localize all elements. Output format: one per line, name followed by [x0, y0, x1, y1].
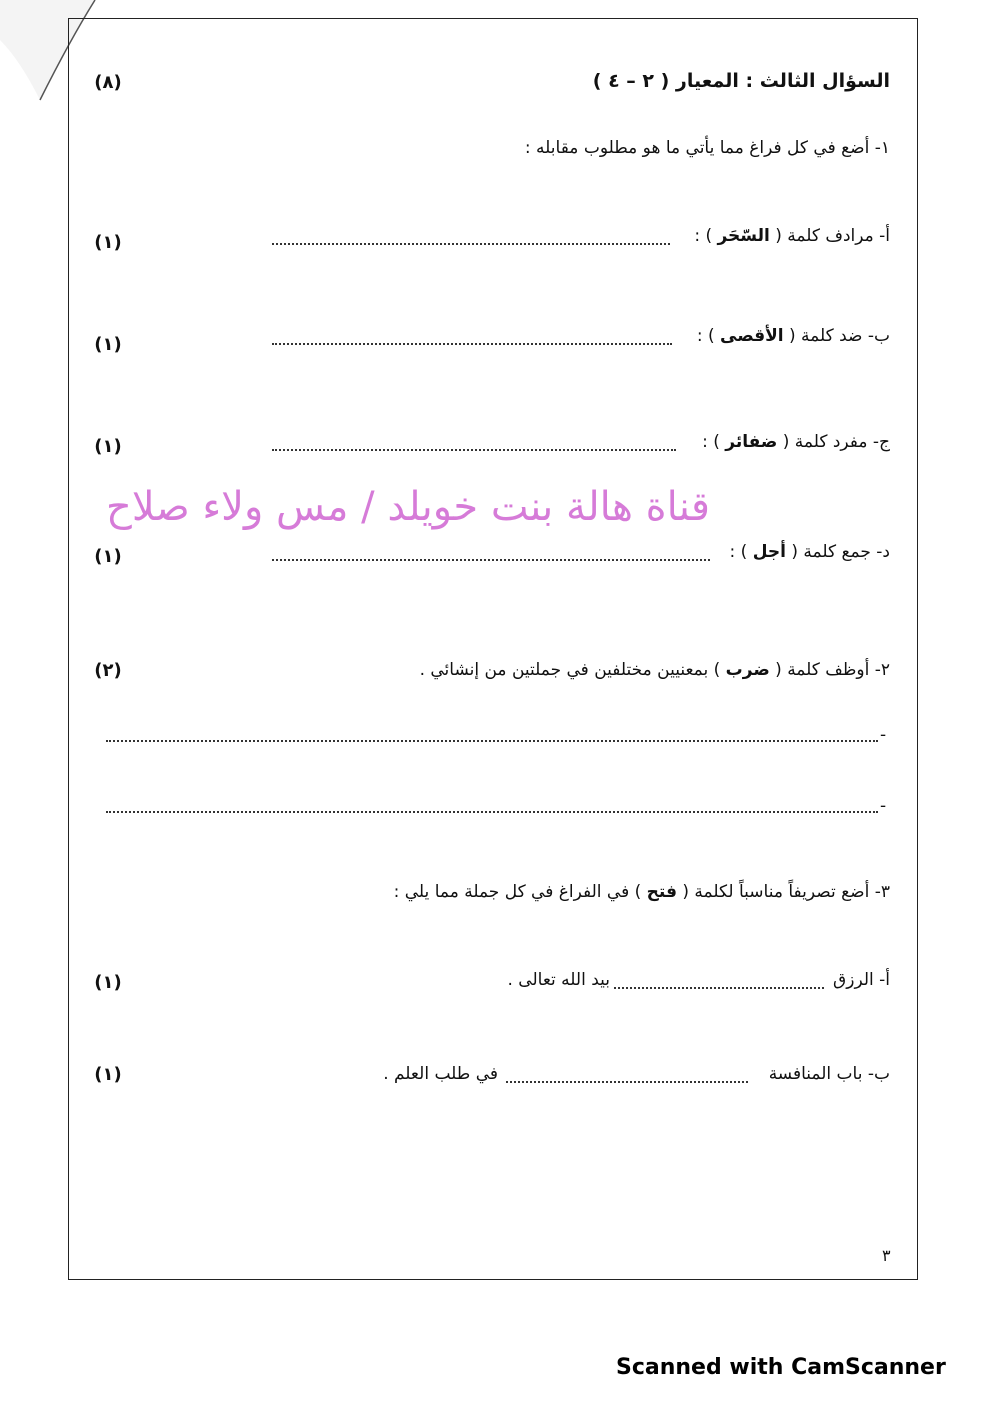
q1-item-c-post: ) :: [702, 432, 726, 452]
q1-item-d-mark: (١): [94, 546, 122, 567]
q1-item-c: [702, 432, 890, 452]
q3-prompt-pre: ٣- أضع تصريفاً مناسباً لكلمة (: [676, 882, 890, 902]
q1-prompt: ١- أضع في كل فراغ مما يأتي ما هو مطلوب مقابله :: [524, 138, 890, 158]
q2-prompt: [420, 660, 890, 680]
q1-item-b-word: الأقصى: [720, 326, 784, 346]
scanner-footer: Scanned with CamScanner: [616, 1355, 946, 1380]
q1-item-a-pre: أ- مرادف كلمة (: [769, 226, 890, 246]
q3-item-b-mark: (١): [94, 1064, 122, 1085]
channel-watermark: قناة هالة بنت خويلد / مس ولاء صلاح: [106, 484, 710, 530]
q3-prompt-post: ) في الفراغ في كل جملة مما يلي :: [393, 882, 647, 902]
q1-item-b-post: ) :: [696, 326, 720, 346]
section-total-mark: (٨): [94, 72, 122, 93]
q3-item-b-pre: ب- باب المنافسة: [768, 1064, 890, 1084]
q3-item-a-mark: (١): [94, 972, 122, 993]
q2-prompt-pre: ٢- أوظف كلمة (: [769, 660, 890, 680]
q2-answer-line-2-bullet: -: [880, 796, 887, 816]
q3-item-a-pre: أ- الرزق: [833, 970, 890, 990]
q3-item-a-post: بيد الله تعالى .: [507, 970, 610, 990]
q1-item-b-answer-line[interactable]: [272, 343, 672, 345]
q2-prompt-post: ) بمعنيين مختلفين في جملتين من إنشائي .: [419, 660, 726, 680]
q2-prompt-word: ضرب: [725, 660, 770, 680]
q3-item-b-post: في طلب العلم .: [383, 1064, 498, 1084]
q1-item-d-pre: د- جمع كلمة (: [785, 542, 890, 562]
q3-prompt: [394, 882, 890, 902]
q1-item-a-post: ) :: [694, 226, 718, 246]
q1-item-a: [694, 226, 890, 246]
q1-item-b: [697, 326, 890, 346]
q1-item-c-pre: ج- مفرد كلمة (: [777, 432, 890, 452]
q1-item-d-word: أجل: [752, 542, 786, 562]
q2-mark: (٢): [94, 660, 122, 681]
q1-item-d: [730, 542, 890, 562]
q1-item-d-post: ) :: [729, 542, 753, 562]
q2-answer-line-1-bullet: -: [880, 725, 887, 745]
q2-answer-line-2[interactable]: [106, 811, 878, 813]
q3-item-b-answer-line[interactable]: [506, 1081, 748, 1083]
q1-item-d-answer-line[interactable]: [272, 559, 710, 561]
q2-answer-line-1[interactable]: [106, 740, 878, 742]
q1-item-c-word: ضفائر: [725, 432, 778, 452]
q1-item-c-mark: (١): [94, 436, 122, 457]
q3-prompt-word: فتح: [646, 882, 677, 902]
q1-item-a-word: السّحَر: [717, 226, 770, 246]
section-title: السؤال الثالث : المعيار ( ٢ – ٤ ): [592, 70, 890, 92]
page-number: ٣: [882, 1246, 891, 1265]
page-border: [68, 18, 918, 1280]
q1-item-a-mark: (١): [94, 232, 122, 253]
q1-item-c-answer-line[interactable]: [272, 449, 676, 451]
q1-item-a-answer-line[interactable]: [272, 243, 670, 245]
q1-item-b-pre: ب- ضد كلمة (: [783, 326, 890, 346]
q1-item-b-mark: (١): [94, 334, 122, 355]
q3-item-a-answer-line[interactable]: [614, 987, 824, 989]
